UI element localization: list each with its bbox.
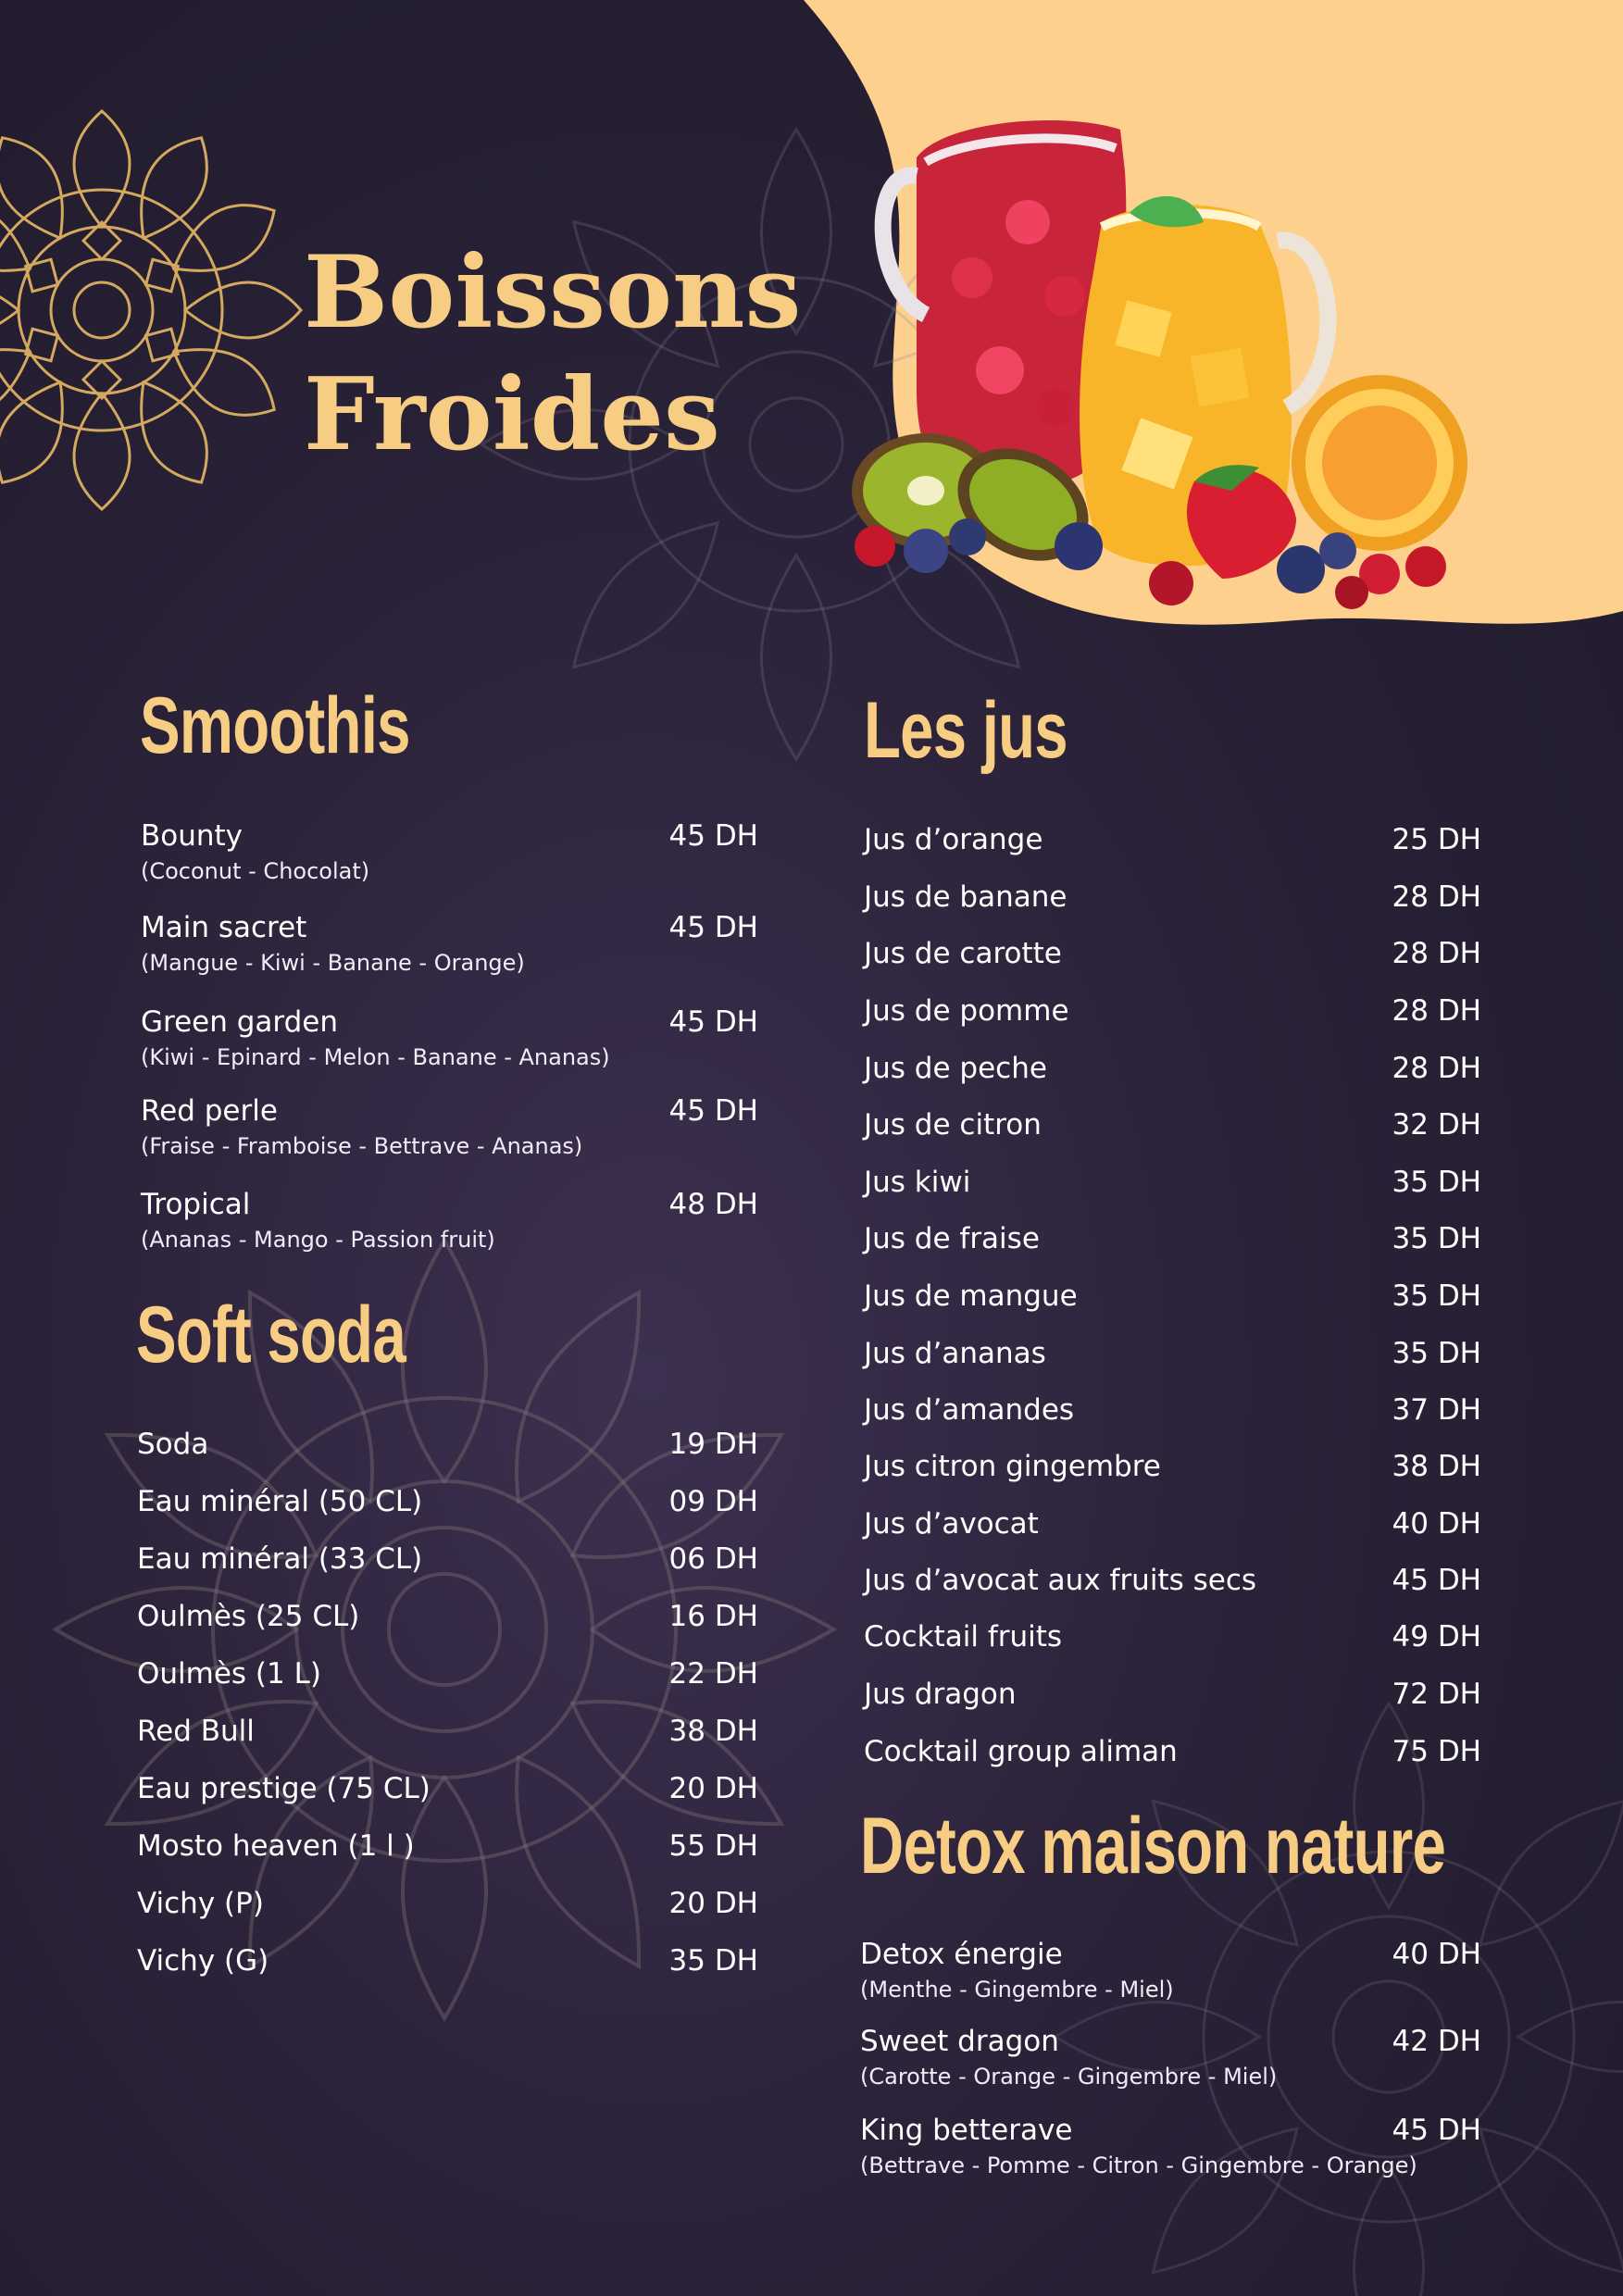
item-price: 28 DH: [1392, 880, 1481, 914]
item-price: 45 DH: [668, 911, 758, 944]
menu-item: [141, 911, 758, 976]
menu-item: [141, 1005, 758, 1070]
gold-mandala-icon: [0, 111, 301, 509]
heading-soft-soda: Soft soda: [136, 1291, 406, 1379]
menu-item: [141, 1094, 758, 1159]
item-name: Tropical: [141, 1188, 251, 1221]
item-name: Jus d’avocat aux fruits secs: [864, 1564, 1257, 1597]
item-name: Jus de carotte: [864, 937, 1062, 970]
item-price: 20 DH: [668, 1772, 758, 1805]
item-price: 42 DH: [1392, 2025, 1481, 2058]
menu-item: [864, 823, 1481, 860]
menu-item: [864, 1222, 1481, 1259]
item-price: 55 DH: [668, 1829, 758, 1863]
item-price: 35 DH: [1392, 1279, 1481, 1313]
menu-item: [141, 819, 758, 884]
item-price: 38 DH: [668, 1715, 758, 1748]
item-name: Soda: [137, 1428, 209, 1461]
item-name: Oulmès (1 L): [137, 1657, 321, 1691]
item-price: 32 DH: [1392, 1108, 1481, 1142]
item-price: 40 DH: [1392, 1507, 1481, 1541]
menu-item: [864, 1564, 1481, 1601]
item-price: 45 DH: [1392, 2114, 1481, 2147]
item-name: Vichy (P): [137, 1887, 264, 1920]
item-name: Jus de mangue: [864, 1279, 1078, 1313]
item-price: 40 DH: [1392, 1938, 1481, 1971]
menu-item: [864, 1450, 1481, 1487]
item-name: Mosto heaven (1 l ): [137, 1829, 415, 1863]
page-title: [304, 231, 801, 476]
item-name: Jus de pomme: [864, 994, 1069, 1028]
item-name: Red Bull: [137, 1715, 255, 1748]
item-price: 28 DH: [1392, 1052, 1481, 1085]
item-name: Cocktail group aliman: [864, 1735, 1178, 1768]
menu-item: [860, 2114, 1481, 2178]
menu-item: [137, 1829, 758, 1866]
item-price: 28 DH: [1392, 994, 1481, 1028]
item-description: (Carotte - Orange - Gingembre - Miel): [860, 2064, 1278, 2090]
item-price: 49 DH: [1392, 1620, 1481, 1653]
item-name: Detox énergie: [860, 1938, 1063, 1971]
item-price: 45 DH: [668, 1094, 758, 1128]
item-name: Jus d’orange: [864, 823, 1043, 856]
menu-item: [864, 1279, 1481, 1316]
menu-item: [860, 1938, 1481, 2003]
item-price: 45 DH: [1392, 1564, 1481, 1597]
heading-detox: Detox maison nature: [860, 1802, 1446, 1890]
item-price: 28 DH: [1392, 937, 1481, 970]
item-price: 35 DH: [668, 1944, 758, 1978]
item-name: Jus kiwi: [864, 1166, 971, 1199]
item-name: King betterave: [860, 2114, 1073, 2147]
item-price: 48 DH: [668, 1188, 758, 1221]
title-line-2: Froides: [304, 356, 720, 473]
item-name: Jus d’avocat: [864, 1507, 1039, 1541]
menu-item: [137, 1542, 758, 1579]
menu-item: [864, 1507, 1481, 1544]
title-line-1: Boissons: [304, 234, 802, 351]
menu-item: [137, 1944, 758, 1981]
menu-item: [137, 1600, 758, 1637]
item-name: Cocktail fruits: [864, 1620, 1063, 1653]
item-price: 35 DH: [1392, 1337, 1481, 1370]
item-name: Jus d’ananas: [864, 1337, 1046, 1370]
item-price: 72 DH: [1392, 1678, 1481, 1711]
heading-les-jus: Les jus: [864, 686, 1067, 775]
item-description: (Kiwi - Epinard - Melon - Banane - Ananas): [141, 1044, 610, 1070]
item-name: Jus d’amandes: [864, 1393, 1075, 1427]
item-price: 22 DH: [668, 1657, 758, 1691]
item-name: Jus de banane: [864, 880, 1067, 914]
item-price: 20 DH: [668, 1887, 758, 1920]
item-name: Oulmès (25 CL): [137, 1600, 360, 1633]
item-name: Eau prestige (75 CL): [137, 1772, 431, 1805]
menu-item: [864, 994, 1481, 1031]
item-name: Jus citron gingembre: [864, 1450, 1161, 1483]
item-name: Vichy (G): [137, 1944, 269, 1978]
menu-item: [860, 2025, 1481, 2090]
menu-item: [137, 1772, 758, 1809]
item-description: (Mangue - Kiwi - Banane - Orange): [141, 950, 525, 976]
item-price: 75 DH: [1392, 1735, 1481, 1768]
item-description: (Bettrave - Pomme - Citron - Gingembre - Orange): [860, 2152, 1417, 2178]
menu-item: [137, 1428, 758, 1465]
item-price: 25 DH: [1392, 823, 1481, 856]
item-name: Bounty: [141, 819, 243, 853]
item-price: 06 DH: [668, 1542, 758, 1576]
item-price: 35 DH: [1392, 1166, 1481, 1199]
menu-item: [141, 1188, 758, 1253]
menu-item: [864, 1393, 1481, 1430]
item-price: 35 DH: [1392, 1222, 1481, 1255]
item-name: Red perle: [141, 1094, 278, 1128]
item-name: Jus de peche: [864, 1052, 1047, 1085]
item-description: (Coconut - Chocolat): [141, 858, 370, 884]
item-description: (Fraise - Framboise - Bettrave - Ananas): [141, 1133, 583, 1159]
item-price: 45 DH: [668, 1005, 758, 1039]
item-price: 45 DH: [668, 819, 758, 853]
menu-item: [137, 1715, 758, 1752]
menu-item: [864, 1620, 1481, 1657]
item-name: Green garden: [141, 1005, 339, 1039]
menu-item: [864, 1108, 1481, 1145]
menu-item: [864, 1678, 1481, 1715]
item-description: (Ananas - Mango - Passion fruit): [141, 1227, 495, 1253]
menu-item: [137, 1485, 758, 1522]
menu-item: [137, 1887, 758, 1924]
menu-item: [864, 1166, 1481, 1203]
item-name: Jus de fraise: [864, 1222, 1040, 1255]
item-description: (Menthe - Gingembre - Miel): [860, 1977, 1174, 2003]
menu-item: [137, 1657, 758, 1694]
menu-item: [864, 937, 1481, 974]
item-name: Sweet dragon: [860, 2025, 1059, 2058]
item-name: Jus de citron: [864, 1108, 1042, 1142]
item-price: 19 DH: [668, 1428, 758, 1461]
item-name: Eau minéral (33 CL): [137, 1542, 423, 1576]
item-price: 16 DH: [668, 1600, 758, 1633]
menu-item: [864, 1735, 1481, 1772]
menu-item: [864, 880, 1481, 917]
item-price: 38 DH: [1392, 1450, 1481, 1483]
item-price: 37 DH: [1392, 1393, 1481, 1427]
heading-smoothis: Smoothis: [140, 681, 410, 770]
item-price: 09 DH: [668, 1485, 758, 1518]
menu-item: [864, 1052, 1481, 1089]
item-name: Main sacret: [141, 911, 307, 944]
item-name: Eau minéral (50 CL): [137, 1485, 423, 1518]
menu-item: [864, 1337, 1481, 1374]
item-name: Jus dragon: [864, 1678, 1017, 1711]
